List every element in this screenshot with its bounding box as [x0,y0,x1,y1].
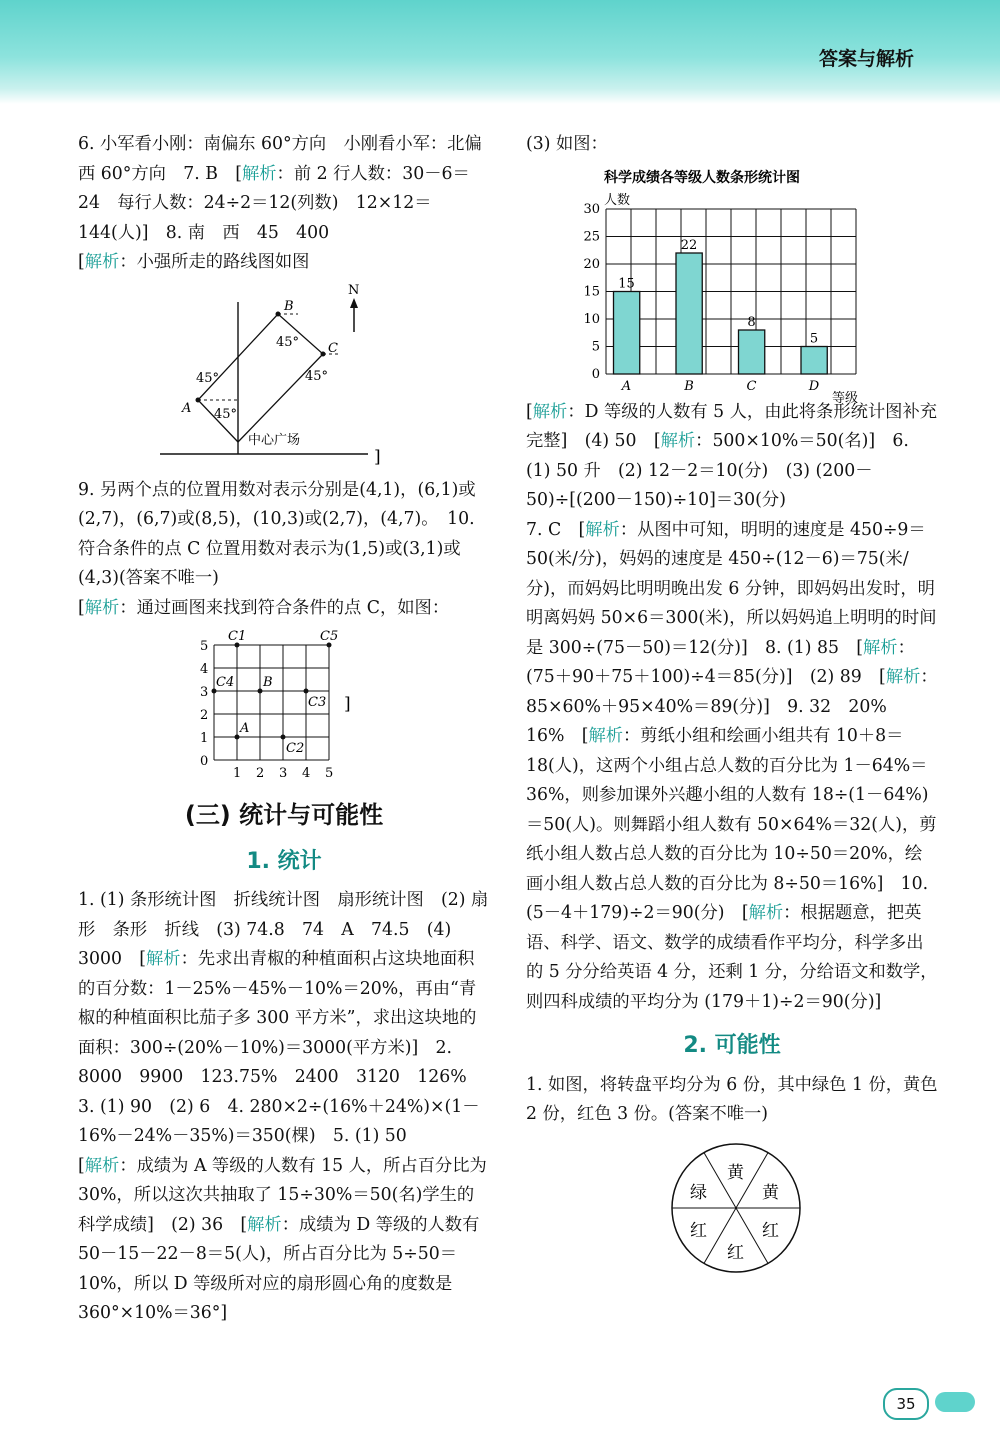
header-banner [0,0,1000,104]
route-label: 45° [214,406,238,422]
route-label: 中心广场 [248,432,301,448]
route-label: 45° [305,368,329,384]
bar-chart [526,164,938,406]
stats-analysis: [解析：成绩为 A 等级的人数有 15 人，所占百分比为 30%，所以这次共抽取了 15÷30%＝50(名)学生的科学成绩] (2) 36 [解析：成绩为 D 等级的人数有 50－15－22－8＝5(人)，所占百分比为 5÷50＝10%，所以 D 等级所对应的扇形圆心角的度数是 360°×10%＝36°] [78,1155,493,1323]
chart-y-tick: 5 [591,339,600,354]
x-tick: 4 [302,766,311,781]
analysis-label: 解析 [84,252,120,272]
answers-7-10: 7. C [解析：从图中可知，明明的速度是 450÷9＝50(米/分)，妈妈的速度是 450÷(12－6)＝75(米/分)，而妈妈比明明晚出发 6 分钟，即妈妈出发时，明明离妈妈 50×6＝300(米)，所以妈妈追上明明的时间是 300÷(75－50)＝12(分)] 8. (1) 85 [解析：(75＋90＋75＋100)÷4＝85(分)] (2) 89 [解析：85×60%＋95×40%＝89(分)] 9. 32 20% 16% [解析：剪纸小组和绘画小组共有 10＋8＝18(人)，这两个小组占总人数的百分比为 1－64%＝36%，则参加课外兴趣小组的人数有 18÷(1－64%)＝50(人)。则舞蹈小组人数有 50×64%＝32(人)，剪纸小组人数占总人数的百分比为 10÷50＝20%，绘画小组人数占总人数的百分比为 8÷50＝16%] 10. (5－4＋179)÷2＝90(分) [解析：根据题意，把英语、科学、语文、数学的成绩看作平均分，科学多出的 5 分分给英语 4 分，还剩 1 分，分给语文和数学，则四科成绩的平均分为 (179＋1)÷2＝90(分)] [526,519,938,1012]
answer-9-10: 9. 另两个点的位置用数对表示分别是(4,1)，(6,1)或(2,7)，(6,7)或(8,5)，(10,3)或(2,7)，(4,7)。 10. 符合条件的点 C 位置用数对表示为(1,5)或(3,1)或(4,3)(答案不唯一) [78,479,481,588]
chart-y-tick: 10 [583,311,600,327]
grid-point-label: C5 [320,629,339,644]
chart-data-label: 15 [618,276,635,291]
route-label: A [182,400,192,416]
right-column [526,130,944,1278]
y-tick: 5 [200,639,209,654]
route-label: 45° [196,370,220,386]
route-label: C [328,340,338,356]
chart-y-tick: 20 [583,256,600,272]
analysis-label: 解析 [241,163,277,184]
route-close: ] [374,446,381,467]
analysis-label: 解析 [748,903,784,923]
spinner-sector: 红 [727,1242,744,1263]
spinner-sector: 红 [690,1220,707,1241]
left-column [78,130,493,1329]
x-tick: 2 [256,766,265,781]
analysis-label: 解析 [885,667,921,687]
analysis-label: 解析 [84,597,120,618]
chart-title: 科学成绩各等级人数条形统计图 [604,169,800,186]
analysis-label: 解析 [863,637,898,658]
spinner-sector: 黄 [762,1182,779,1203]
x-tick: 3 [279,766,288,781]
page-number: 35 [883,1388,929,1420]
analysis-label: 解析 [585,519,620,540]
chart-x-tick: C [746,378,757,394]
analysis-route: [解析：小强所走的路线图如图 [78,252,310,272]
chart-y-tick: 30 [583,201,600,217]
chart-x-tick: B [684,378,694,394]
chart-y-tick: 25 [583,229,600,244]
route-diagram [78,282,490,472]
route-label: N [348,282,360,298]
grid-point-label: B [263,675,273,690]
analysis-label: 解析 [247,1214,282,1235]
chart-bar [739,330,765,374]
chart-y-tick: 0 [591,366,600,382]
spinner-diagram [526,1134,938,1274]
coordinate-grid [78,627,490,787]
grid-point-label: A [240,721,250,736]
subsection-title: 1. 统计 [246,848,322,874]
analysis-label: 解析 [532,401,568,422]
chart-analysis: [解析：D 等级的人数有 5 人，由此将条形统计图补充完整] (4) 50 [解析：500×10%＝50(名)] 6. (1) 50 升 (2) 12－2＝10(分) (3) (200－50)÷[(200－150)÷10]＝30(分) [526,401,938,510]
chart-data-label: 5 [809,331,819,346]
analysis-label: 解析 [588,726,624,746]
x-tick: 5 [325,766,334,781]
y-tick: 1 [200,731,209,746]
header-title: 答案与解析 [818,48,914,70]
grid-point-label: C2 [286,741,305,756]
spinner-sector: 黄 [727,1162,744,1183]
route-label: 45° [276,334,300,350]
y-tick: 2 [200,708,209,723]
chart-data-label: 22 [680,237,698,253]
y-tick: 0 [200,754,209,769]
section-title: (三) 统计与可能性 [184,801,384,829]
grid-close: ] [344,694,351,714]
analysis-label: 解析 [84,1155,120,1176]
chart-xlabel: 等级 [832,390,859,406]
grid-point-label: C4 [216,675,235,690]
route-label: B [284,298,294,314]
analysis-label: 解析 [146,949,181,969]
analysis-grid: [解析：通过画图来找到符合条件的点 C，如图： [78,597,450,618]
stats-answers: 1. (1) 条形统计图 折线统计图 扇形统计图 (2) 扇形 条形 折线 (3) 74.8 74 A 74.5 (4) 3000 [解析：先求出青椒的种植面积占这块地面积的百分数：1－25%－45%－10%＝20%，再由“青椒的种植面积比茄子多 300 平方米”，求出这块地的面积：300÷(20%－10%)＝3000(平方米)] 2. 8000 9900 123.75% 2400 3120 126% 3. (1) 90 (2) 6 4. 280×2÷(16%＋24%)×(1－16%－24%－35%)＝350(棵) 5. (1) 50 [78,890,489,1146]
grid-point-label: C3 [308,695,327,710]
chart-data-label: 8 [747,314,756,330]
grid-point-label: C1 [228,629,247,644]
chart-ylabel: 人数 [604,192,631,208]
y-tick: 4 [200,662,209,677]
chart-bar [801,346,827,374]
x-tick: 1 [233,766,242,781]
analysis-label: 解析 [660,431,696,451]
spinner-sector: 红 [762,1220,779,1241]
probability-answer: 1. 如图，将转盘平均分为 6 份，其中绿色 1 份，黄色 2 份，红色 3 份。(答案不唯一) [526,1074,944,1124]
chart-bar [614,291,640,374]
page-decoration [935,1392,975,1412]
answer-6-8: 6. 小军看小刚：南偏东 60°方向 小刚看小军：北偏西 60°方向 7. B [解析：前 2 行人数：30－6＝24 每行人数：24÷2＝12(列数) 12×12＝144(人)] 8. 南 西 45 400 [78,134,482,243]
chart-bar [676,253,702,374]
answer-3-label: (3) 如图： [526,134,608,154]
spinner-sector: 绿 [690,1182,707,1203]
chart-y-tick: 15 [583,284,600,299]
chart-x-tick: A [621,378,632,394]
subsection-title: 2. 可能性 [683,1033,781,1058]
chart-x-tick: D [808,378,820,394]
y-tick: 3 [200,685,209,700]
